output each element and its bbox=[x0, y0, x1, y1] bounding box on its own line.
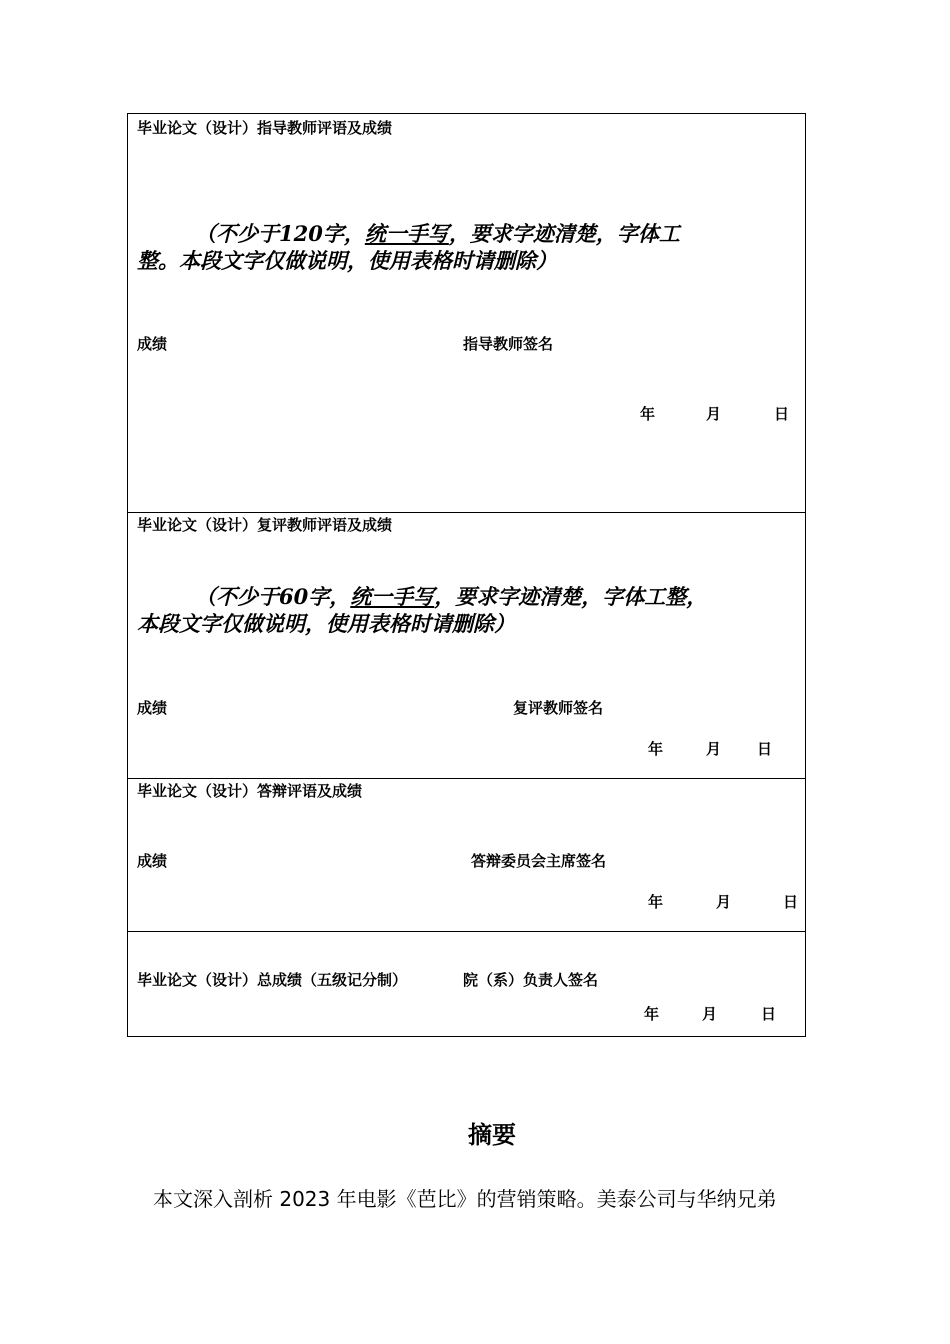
reviewer-instruction-underlined: 统一手写 bbox=[350, 584, 435, 609]
advisor-instruction-line1 bbox=[195, 219, 680, 249]
defense-date-month: 月 bbox=[716, 893, 732, 911]
defense-comment-heading: 毕业论文（设计）答辩评语及成绩 bbox=[137, 782, 363, 800]
defense-comment-section bbox=[127, 778, 806, 932]
reviewer-instruction-line2: 本段文字仅做说明，使用表格时请删除） bbox=[137, 611, 515, 636]
advisor-instruction-underlined: 统一手写 bbox=[364, 221, 449, 246]
reviewer-date-month: 月 bbox=[706, 740, 722, 758]
reviewer-date-year: 年 bbox=[648, 740, 664, 758]
abstract-first-line: 本文深入剖析 2023 年电影《芭比》的营销策略。美泰公司与华纳兄弟 bbox=[153, 1187, 777, 1211]
total-grade-label: 毕业论文（设计）总成绩（五级记分制） bbox=[137, 971, 408, 989]
reviewer-date-day: 日 bbox=[757, 740, 773, 758]
reviewer-instruction-part1: （不少于60字， bbox=[195, 584, 351, 609]
reviewer-grade-label: 成绩 bbox=[137, 699, 168, 717]
advisor-instruction-part1: （不少于120字， bbox=[195, 221, 365, 246]
advisor-comment-section bbox=[127, 113, 806, 513]
advisor-instruction-part2: ，要求字迹清楚，字体工 bbox=[448, 221, 680, 246]
defense-date-year: 年 bbox=[648, 893, 664, 911]
reviewer-comment-heading: 毕业论文（设计）复评教师评语及成绩 bbox=[137, 516, 393, 534]
dean-signature-label: 院（系）负责人签名 bbox=[463, 971, 599, 989]
advisor-date-month: 月 bbox=[706, 405, 722, 423]
reviewer-comment-section bbox=[127, 512, 806, 779]
advisor-date-day: 日 bbox=[774, 405, 790, 423]
reviewer-instruction-part2: ，要求字迹清楚，字体工整， bbox=[434, 584, 708, 609]
advisor-grade-label: 成绩 bbox=[137, 335, 168, 353]
abstract-title: 摘要 bbox=[468, 1121, 516, 1149]
total-date-year: 年 bbox=[644, 1005, 660, 1023]
defense-grade-label: 成绩 bbox=[137, 852, 168, 870]
advisor-date-year: 年 bbox=[640, 405, 656, 423]
advisor-comment-heading: 毕业论文（设计）指导教师评语及成绩 bbox=[137, 119, 393, 137]
defense-date-day: 日 bbox=[783, 893, 799, 911]
total-date-day: 日 bbox=[761, 1005, 777, 1023]
advisor-signature-label: 指导教师签名 bbox=[463, 335, 554, 353]
reviewer-instruction-line1 bbox=[195, 582, 707, 612]
advisor-instruction-line2: 整。本段文字仅做说明，使用表格时请删除） bbox=[137, 248, 557, 273]
total-date-month: 月 bbox=[702, 1005, 718, 1023]
defense-signature-label: 答辩委员会主席签名 bbox=[471, 852, 607, 870]
reviewer-signature-label: 复评教师签名 bbox=[513, 699, 604, 717]
